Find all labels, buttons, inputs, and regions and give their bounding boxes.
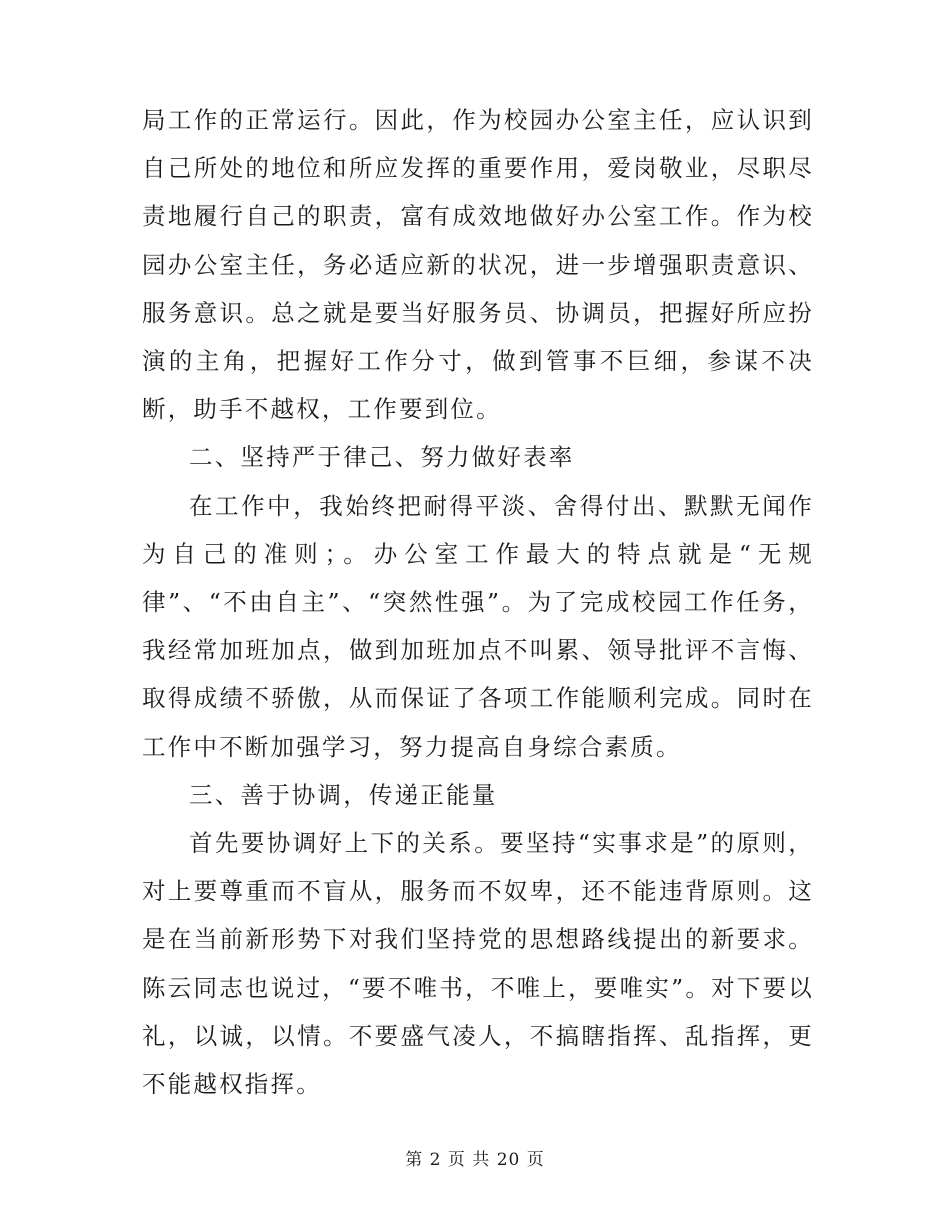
section-heading-2: 二、坚持严于律己、努力做好表率 bbox=[189, 443, 575, 472]
paragraph-coordination: 首先要协调好上下的关系。要坚持“实事求是”的原则，对上要尊重而不盲从，服务而不奴卑，还不能违背原则。这是在当前新形势下对我们坚持党的思想路线提出的新要求。陈云同志也说过，“要不唯书，不唯上，要唯实”。对下要以礼，以诚，以情。不要盛气凌人，不搞瞎指挥、乱指挥，更不能越权指挥。 bbox=[142, 829, 814, 1099]
paragraph-continuation: 局工作的正常运行。因此，作为校园办公室主任，应认识到自己所处的地位和所应发挥的重要作用，爱岗敬业，尽职尽责地履行自己的职责，富有成效地做好办公室工作。作为校园办公室主任，务必适应新的状况，进一步增强职责意识、服务意识。总之就是要当好服务员、协调员，把握好所应扮演的主角，把握好工作分寸，做到管事不巨细，参谋不决断，助手不越权，工作要到位。 bbox=[142, 106, 814, 424]
section-heading-3: 三、善于协调，传递正能量 bbox=[189, 780, 498, 809]
paragraph-self-discipline: 在工作中，我始终把耐得平淡、舍得付出、默默无闻作为自己的准则；。办公室工作最大的特点就是“无规律”、“不由自主”、“突然性强”。为了完成校园工作任务，我经常加班加点，做到加班加点不叫累、领导批评不言悔、取得成绩不骄傲，从而保证了各项工作能顺利完成。同时在工作中不断加强学习，努力提高自身综合素质。 bbox=[142, 491, 814, 761]
page-number-footer: 第 2 页 共 20 页 bbox=[405, 1150, 545, 1170]
document-body bbox=[142, 96, 814, 1108]
